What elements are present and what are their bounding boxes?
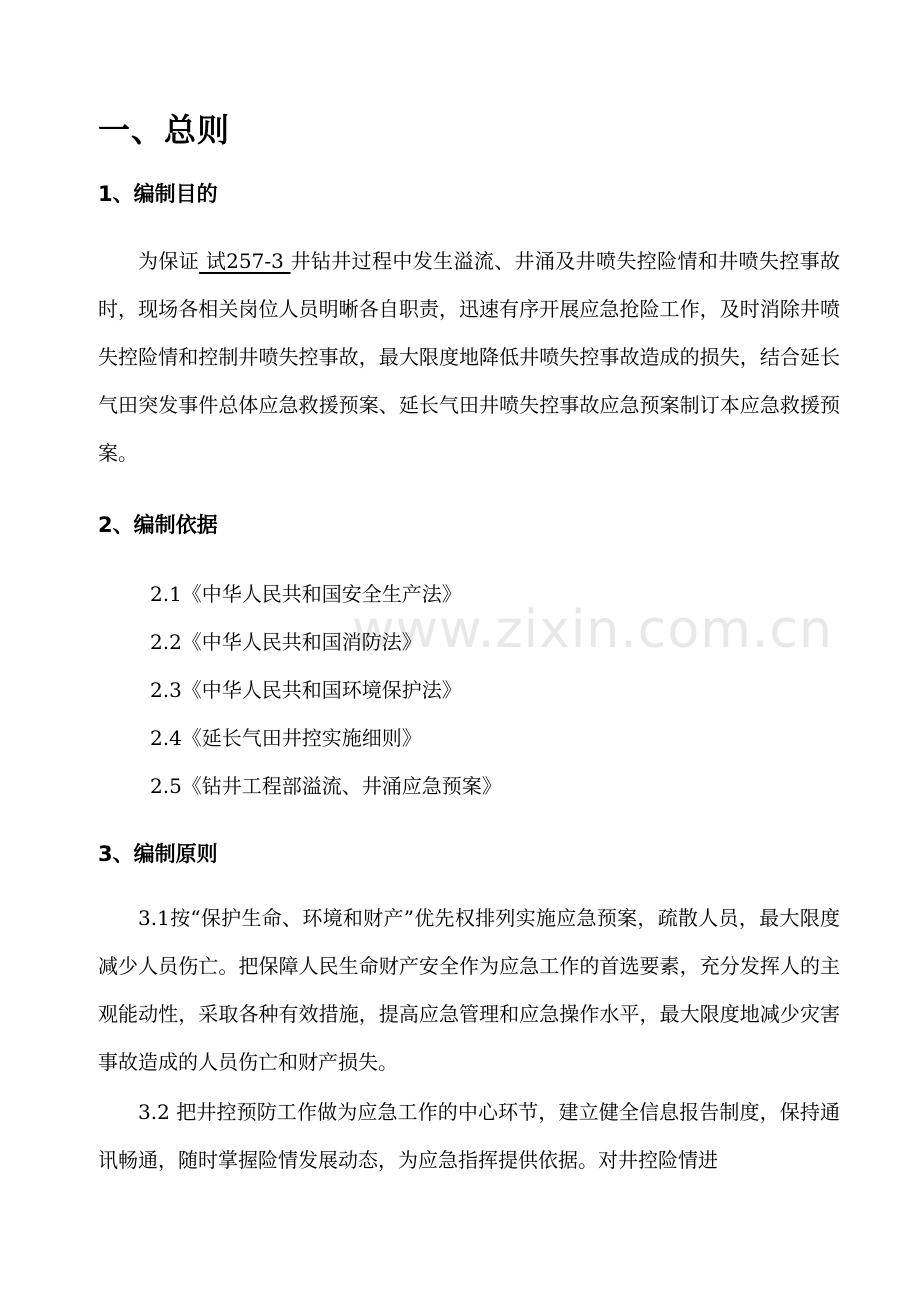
principle-paragraph: 3.2 把井控预防工作做为应急工作的中心环节，建立健全信息报告制度，保持通讯畅通，随时掌握险情发展动态，为应急指挥提供依据。对井控险情进 [98, 1100, 840, 1172]
purpose-text-prefix: 为保证 [138, 249, 200, 273]
section-heading-basis: 2、编制依据 [98, 513, 218, 537]
basis-item: 2.1《中华人民共和国安全生产法》 [150, 582, 462, 606]
section-heading-purpose: 1、编制目的 [98, 182, 218, 206]
basis-item: 2.3《中华人民共和国环境保护法》 [150, 678, 462, 702]
watermark: www.zixin.com.cn [352, 600, 833, 660]
well-number: 试257-3 [199, 249, 291, 273]
section-heading-principles: 3、编制原则 [98, 842, 218, 866]
page-title: 一、总则 [98, 111, 231, 149]
basis-item: 2.5《钻井工程部溢流、井涌应急预案》 [150, 774, 502, 798]
purpose-paragraph [98, 237, 840, 477]
principle-paragraph: 3.1按“保护生命、环境和财产”优先权排列实施应急预案，疏散人员，最大限度减少人员伤亡。把保障人民生命财产安全作为应急工作的首选要素，充分发挥人的主观能动性，采取各种有效措施，提高应急管理和应急操作水平，最大限度地减少灾害事故造成的人员伤亡和财产损失。 [98, 906, 840, 1074]
basis-item: 2.2《中华人民共和国消防法》 [150, 630, 422, 654]
basis-item: 2.4《延长气田井控实施细则》 [150, 726, 422, 750]
purpose-text-suffix: 井钻井过程中发生溢流、井涌及井喷失控险情和井喷失控事故时，现场各相关岗位人员明晰各自职责，迅速有序开展应急抢险工作，及时消除井喷失控险情和控制井喷失控事故，最大限度地降低井喷失控事故造成的损失，结合延长气田突发事件总体应急救援预案、延长气田井喷失控事故应急预案制订本应急救援预案。 [98, 249, 841, 465]
